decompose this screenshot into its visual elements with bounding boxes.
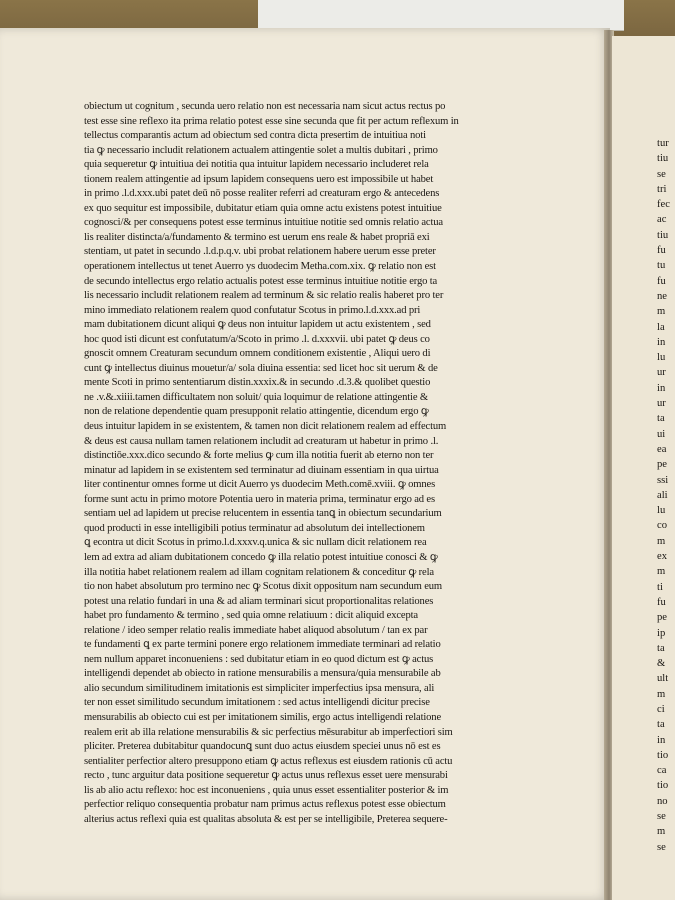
text-line: non de relatione dependentie quam presupponit relatio attingentie, dicendum ergo ꝙ	[84, 406, 429, 418]
text-line: pliciter. Preterea dubitabitur quandocunꝗ sunt duo actus eiusdem speciei unus nō est es	[84, 741, 441, 753]
text-line: test esse sine reflexo ita prima relatio potest esse sine secunda que fit per actum reflexum in	[84, 115, 459, 127]
text-line: de secundo intellectus ergo relatio actualis potest esse terminus intuitiue notitie ergo ta	[84, 275, 438, 287]
recto-page-edge	[612, 36, 675, 900]
facing-text-line: ip	[657, 627, 666, 639]
text-line: potest una relatio fundari in una & ad aliam terminari sicut proportionalitas relationes	[84, 595, 434, 607]
facing-text-line: lu	[657, 352, 666, 364]
verso-page	[0, 28, 610, 900]
facing-text-line: fu	[657, 275, 666, 287]
facing-text-line: fec	[657, 199, 670, 211]
facing-text-line: &	[657, 658, 666, 670]
facing-text-line: ta	[657, 719, 665, 731]
text-line: mam dubitationem dicunt aliqui ꝙ deus non intuitur lapidem ut actu existentem , sed	[84, 319, 431, 331]
facing-text-line: tiu	[657, 153, 669, 165]
facing-text-line: ac	[657, 214, 667, 226]
text-line: deus intuitur lapidem in se existentem, & tamen non dicit relationem realem ad effectum	[84, 421, 447, 433]
text-line: tia ꝙ necessario includit relationem actualem attingentie solet a multis dubitari , primo	[84, 144, 438, 156]
main-text-block	[84, 100, 572, 827]
text-line: illa notitia habet relationem realem ad illam cognitam relationem & conceditur ꝙ rela	[84, 566, 434, 578]
text-line: obiectum ut cognitum , secunda uero relatio non est necessaria nam sicut actus rectus po	[84, 101, 446, 112]
text-line: perfectior reliquo consequentia probatur nam primus actus reflexus potest esse obiectum	[84, 799, 446, 811]
facing-text-line: ult	[657, 673, 669, 685]
text-line: hoc quod isti dicunt est confutatum/a/Scoto in primo .l. d.xxxvii. ubi patet ꝙ deus co	[84, 333, 430, 345]
text-line: distinctiōe.xxx.dico secundo & forte melius ꝙ cum illa notitia fuerit ab eterno non ter	[84, 450, 434, 462]
text-line: tio non habet absolutum pro termino nec ꝙ Scotus dixit oppositum nam secundum eum	[84, 581, 443, 593]
facing-text-line: ui	[657, 428, 666, 440]
facing-text-line: se	[657, 811, 666, 823]
facing-text-line: m	[657, 535, 666, 547]
facing-text-line: la	[657, 321, 665, 333]
facing-text-line: ci	[657, 703, 665, 715]
facing-text-line: ali	[657, 489, 668, 501]
facing-text-line: m	[657, 566, 666, 578]
facing-text-line: ssi	[657, 474, 669, 486]
text-line: mino immediato relationem realem quod confutatur Scotus in primo.l.d.xxx.ad pri	[84, 304, 421, 316]
text-line: ex quo sequitur est impossibile, dubitatur etiam quia omne actu existens potest intuitiue	[84, 202, 442, 214]
facing-text-line: ta	[657, 642, 665, 654]
text-line: operationem intellectus ut tenet Auerro ys duodecim Metha.com.xix. ꝙ relatio non est	[84, 261, 436, 273]
text-line: tionem realem attingentie ad ipsum lapidem consequens uero est impossibile ut habet	[84, 173, 434, 185]
facing-text-line: ca	[657, 765, 667, 777]
facing-text-line: pe	[657, 612, 667, 624]
text-line: ter non esset similitudo secundum imitationem : sed actus intelligendi dicitur precise	[84, 697, 430, 709]
facing-text-line: ex	[657, 551, 667, 563]
text-line: intelligendi dependet ab obiecto in ratione mensurabilis a mensura/quia mensurabile ab	[84, 668, 441, 680]
facing-text-line: tio	[657, 780, 669, 792]
text-line: recto , tunc arguitur data positione sequeretur ꝙ actus unus reflexus esset uere mensurabi	[84, 770, 448, 782]
text-line: lis ab alio actu reflexo: hoc est inconueniens , quia unus esset essentialiter posterior & im	[84, 784, 449, 796]
text-line: sentiam uel ad lapidem ut precise relucentem in essentia tanꝗ in obiectum secundarium	[84, 508, 442, 520]
text-line: lis realiter distincta/a/fundamento & termino est uerum ens reale & habet propriā exi	[84, 231, 430, 243]
text-line: forme sunt actu in primo motore Potentia uero in materia prima, terminatur ergo ad es	[84, 493, 435, 505]
text-line: cognosci/& per consequens potest esse terminus intuitiue notitie sed omnis relatio actua	[84, 217, 443, 229]
text-line: alio secundum similitudinem imitationis est simpliciter imperfectius ipsa mensura, ali	[84, 682, 435, 694]
facing-text-line: ur	[657, 398, 666, 410]
text-line: cunt ꝙ intellectus diuinus mouetur/a/ sola diuina essentia: sed licet hoc sit uerum & de	[84, 362, 438, 374]
facing-text-line: tur	[657, 138, 669, 149]
facing-text-line: co	[657, 520, 667, 532]
facing-text-line: tu	[657, 260, 666, 272]
text-line: stentiam, ut patet in secundo .l.d.p.q.v. ubi probat relationem habere uerum esse preter	[84, 246, 436, 258]
text-line: tellectus comparantis actum ad obiectum sed contra dicta presertim de intuitiua noti	[84, 130, 426, 142]
facing-text-line: ur	[657, 367, 666, 379]
facing-text-line: se	[657, 841, 666, 853]
facing-text-line: m	[657, 826, 666, 838]
text-line: in primo .l.d.xxx.ubi patet deū nō posse realiter referri ad creaturam ergo & antecedens	[84, 188, 440, 200]
text-line: habet pro fundamento & termino , sed quia omne relatiuum : dicit aliquid excepta	[84, 610, 418, 622]
text-line: gnoscit omnem Creaturam secundum omnem conditionem existentie , Aliqui uero di	[84, 348, 431, 360]
text-line: quod producti in esse intelligibili potius terminatur ad absolutum dei intellectionem	[84, 522, 425, 534]
facing-text-line: m	[657, 688, 666, 700]
facing-text-line: fu	[657, 245, 666, 257]
facing-text-line: in	[657, 336, 666, 348]
facing-text-line: tio	[657, 749, 669, 761]
text-line: sentialiter perfectior altero presuppono etiam ꝙ actus reflexus est eiusdem rationis cū actu	[84, 755, 453, 767]
text-line: & deus est causa nullam tamen relationem includit ad creaturam ut habetur in primo .l.	[84, 435, 439, 447]
text-line: relatione / ideo semper relatio realis immediate habet aliquod absolutum / tan ex par	[84, 624, 428, 636]
facing-text-line: se	[657, 168, 666, 180]
text-line: liter continentur omnes forme ut dicit Auerro ys duodecim Meth.comē.xviii. ꝙ omnes	[84, 479, 436, 491]
facing-text-line: ne	[657, 290, 667, 302]
facing-text-line: no	[657, 795, 668, 807]
facing-text-line: pe	[657, 459, 667, 471]
text-line: te fundamenti ꝗ ex parte termini ponere ergo relationem immediate terminari ad relatio	[84, 639, 441, 651]
facing-text-line: ea	[657, 443, 667, 455]
text-line: lis necessario includit relationem realem ad terminum & sic relatio realis haberet pro ter	[84, 290, 444, 302]
facing-text-line: lu	[657, 505, 666, 517]
text-line: lem ad extra ad aliam dubitationem concedo ꝙ illa relatio potest intuitiue conosci & ꝙ	[84, 551, 438, 563]
text-line: alterius actus reflexi quia est qualitas absoluta & est per se intelligibile, Preterea sequere-	[84, 813, 448, 825]
inserted-paper-slip	[258, 0, 624, 31]
text-line: ꝗ econtra ut dicit Scotus in primo.l.d.xxxv.q.unica & sic nullam dicit relationem rea	[84, 537, 427, 549]
text-line: quia sequeretur ꝙ intuitiua dei notitia qua intuitur lapidem necessario includeret rela	[84, 159, 429, 171]
facing-text-line: ti	[657, 581, 663, 593]
facing-text-line: ta	[657, 413, 665, 425]
text-line: mente Scoti in primo sententiarum distin.xxxix.& in secundo .d.3.& quolibet questio	[84, 377, 431, 389]
facing-text-line: in	[657, 382, 666, 394]
text-line: ne .v.&.xiiii.tamen difficultatem non soluit/ quia loquimur de relatione attingentie &	[84, 391, 428, 403]
facing-text-line: fu	[657, 596, 666, 608]
text-line: mensurabilis ab obiecto cui est per imitationem similis, ergo actus intelligendi relatione	[84, 711, 441, 723]
text-line: nem nullum apparet inconueniens : sed dubitatur etiam in eo quod dictum est ꝙ actus	[84, 653, 434, 665]
text-line: realem erit ab illa relatione mensurabilis & sic perfectius mēsurabitur ab imperfectiori sim	[84, 726, 453, 738]
text-line: minatur ad lapidem in se existentem sed terminatur ad diuinam essentiam in qua uirtua	[84, 464, 439, 476]
facing-page-text-fragments	[657, 136, 675, 855]
facing-text-line: tri	[657, 183, 667, 195]
facing-text-line: tiu	[657, 229, 669, 241]
facing-text-line: m	[657, 306, 666, 318]
facing-text-line: in	[657, 734, 666, 746]
